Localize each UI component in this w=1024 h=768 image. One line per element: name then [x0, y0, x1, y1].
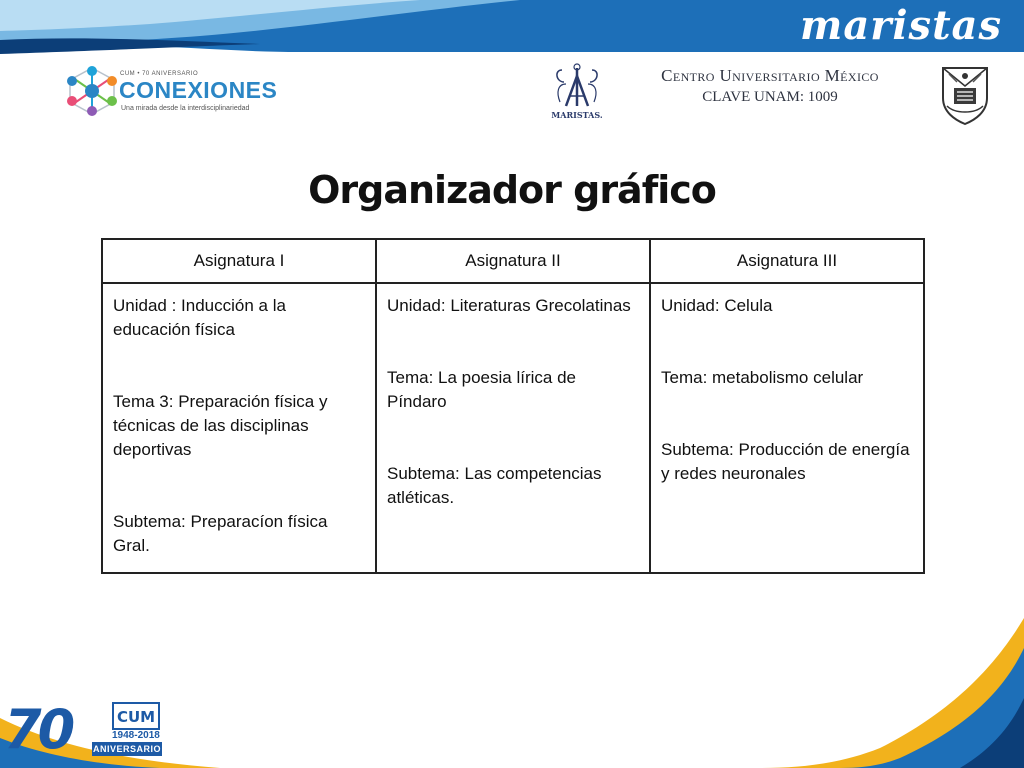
page-title: Organizador gráfico	[308, 168, 716, 212]
maristas-caption: MARISTAS.	[551, 110, 603, 120]
header-asignatura-2: Asignatura II	[376, 239, 650, 283]
subtema-text: Subtema: Preparacíon física Gral.	[113, 512, 328, 555]
institution-title: Centro Universitario México	[661, 66, 879, 85]
anniversary-number: 70	[4, 698, 72, 761]
table-row	[102, 283, 924, 573]
organizer-table	[101, 238, 925, 574]
cell-asignatura-2	[376, 283, 650, 573]
tema-text: Tema 3: Preparación física y técnicas de las disciplinas deportivas	[113, 392, 328, 459]
conexiones-tagline: Una mirada desde la interdisciplinariedad	[121, 105, 250, 112]
institution-name	[614, 66, 926, 106]
cell-asignatura-1	[102, 283, 376, 573]
unidad-text: Unidad : Inducción a la educación física	[113, 296, 286, 339]
institution-clave: CLAVE UNAM: 1009	[702, 89, 838, 105]
table-header-row	[102, 239, 924, 283]
tema-text: Tema: La poesia lírica de Píndaro	[387, 368, 576, 411]
cum-logo-icon	[112, 702, 160, 730]
maristas-seal	[550, 62, 604, 124]
conexiones-logo	[66, 64, 278, 118]
header-asignatura-1: Asignatura I	[102, 239, 376, 283]
conexiones-wordmark: CONEXIONES	[119, 77, 278, 103]
subtema-text: Subtema: Producción de energía y redes neuronales	[661, 440, 910, 483]
anniversary-label: ANIVERSARIO	[92, 744, 161, 754]
conexiones-network-icon	[66, 66, 118, 116]
marian-monogram-icon	[550, 62, 604, 110]
cell-asignatura-3	[650, 283, 924, 573]
cum-logo-text: CUM	[116, 708, 156, 726]
unam-crest-icon	[937, 62, 993, 126]
tema-text: Tema: metabolismo celular	[661, 368, 864, 387]
anniversary-badge	[0, 696, 170, 768]
subtema-text: Subtema: Las competencias atléticas.	[387, 464, 602, 507]
conexiones-kicker: CUM • 70 ANIVERSARIO	[120, 71, 199, 77]
unidad-text: Unidad: Literaturas Grecolatinas	[387, 296, 631, 315]
anniversary-years: 1948-2018	[112, 730, 160, 741]
unidad-text: Unidad: Celula	[661, 296, 773, 315]
header-asignatura-3: Asignatura III	[650, 239, 924, 283]
maristas-brand: maristas	[800, 2, 1002, 49]
